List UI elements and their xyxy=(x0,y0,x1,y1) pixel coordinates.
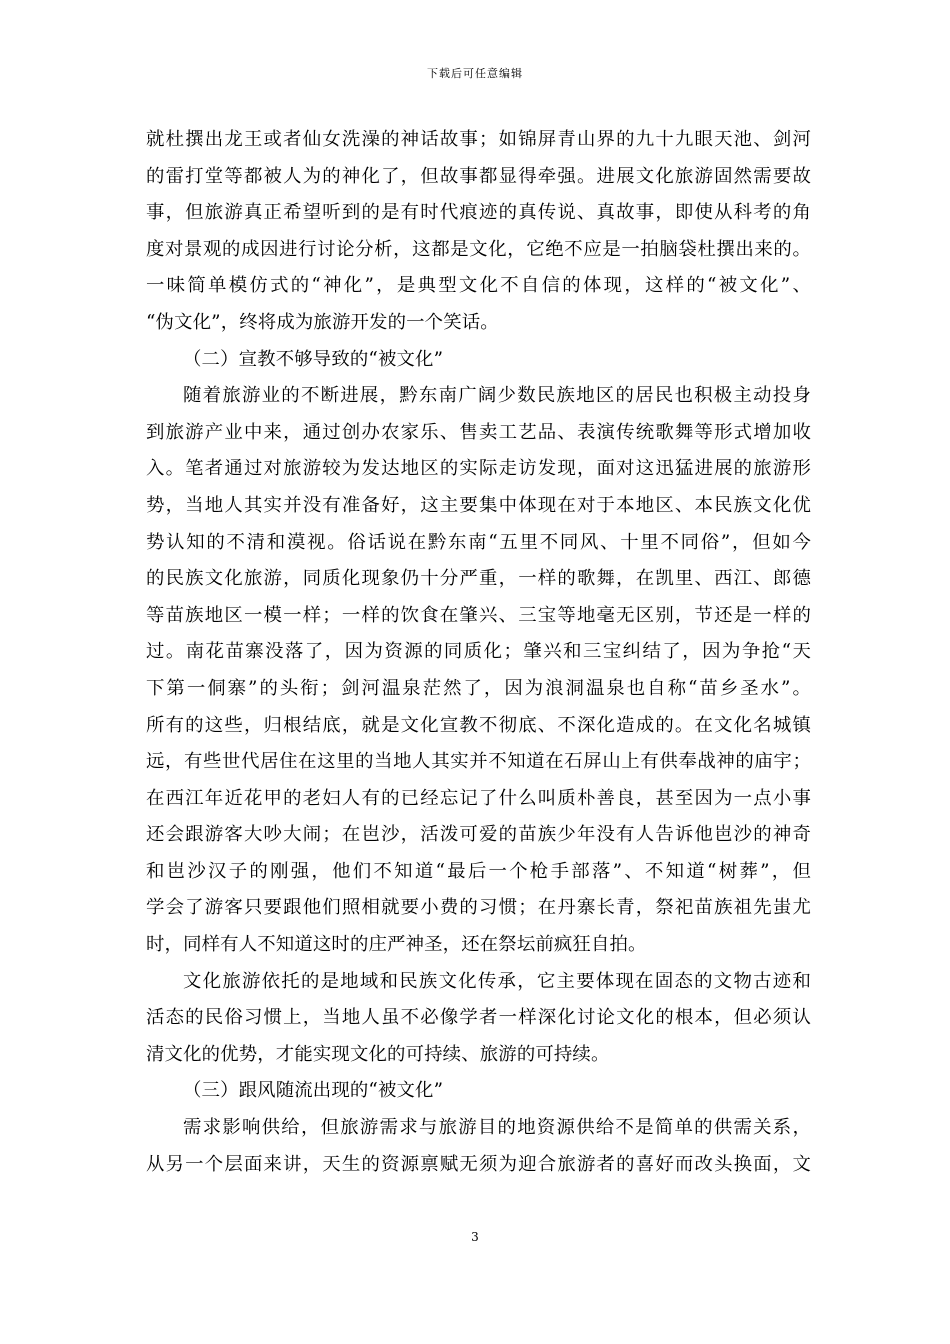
text-line: 到旅游产业中来，通过创办农家乐、售卖工艺品、表演传统歌舞等形式增加收 xyxy=(146,421,811,443)
text-line: 和岜沙汉子的刚强，他们不知道“最后一个枪手部落”、不知道“树葬”，但 xyxy=(146,860,811,882)
document-body xyxy=(146,122,811,1183)
text-line: 入。笔者通过对旅游较为发达地区的实际走访发现，面对这迅猛进展的旅游形 xyxy=(146,458,811,480)
text-line: 还会跟游客大吵大闹；在岜沙，活泼可爱的苗族少年没有人告诉他岜沙的神奇 xyxy=(146,824,811,846)
text-line: 就杜撰出龙王或者仙女洗澡的神话故事；如锦屏青山界的九十九眼天池、剑河 xyxy=(146,129,811,150)
page-header: 下载后可任意编辑 xyxy=(427,67,523,80)
text-line: 随着旅游业的不断进展，黔东南广阔少数民族地区的居民也积极主动投身 xyxy=(183,385,811,407)
text-line: 活态的民俗习惯上，当地人虽不必像学者一样深化讨论文化的根本，但必须认 xyxy=(146,1007,811,1029)
text-line: 时，同样有人不知道这时的庄严神圣，还在祭坛前疯狂自拍。 xyxy=(146,934,647,956)
text-line: 的民族文化旅游，同质化现象仍十分严重，一样的歌舞，在凯里、西江、郎德 xyxy=(146,568,811,590)
text-line: 等苗族地区一模一样；一样的饮食在肇兴、三宝等地毫无区别，节还是一样的 xyxy=(146,604,811,626)
text-line: 远，有些世代居住在这里的当地人其实并不知道在石屏山上有供奉战神的庙宇； xyxy=(146,751,811,773)
text-line: （二）宣教不够导致的“被文化” xyxy=(183,348,444,370)
text-line: 所有的这些，归根结底，就是文化宣教不彻底、不深化造成的。在文化名城镇 xyxy=(146,714,811,736)
paragraph xyxy=(146,1110,811,1183)
text-line: 在西江年近花甲的老妇人有的已经忘记了什么叫质朴善良，甚至因为一点小事 xyxy=(146,787,811,809)
section-heading xyxy=(146,342,811,379)
section-heading xyxy=(146,1073,811,1110)
text-line: 学会了游客只要跟他们照相就要小费的习惯；在丹寨长青，祭祀苗族祖先蚩尤 xyxy=(146,897,811,919)
paragraph xyxy=(146,378,811,964)
text-line: 过。南花苗寨没落了，因为资源的同质化；肇兴和三宝纠结了，因为争抢“天 xyxy=(146,641,811,663)
text-line: 势认知的不清和漠视。俗话说在黔东南“五里不同风、十里不同俗”，但如今 xyxy=(146,531,811,553)
text-line: 度对景观的成因进行讨论分析，这都是文化，它绝不应是一拍脑袋杜撰出来的。 xyxy=(146,238,811,260)
text-line: 下第一侗寨”的头衔；剑河温泉茫然了，因为浪洞温泉也自称“苗乡圣水”。 xyxy=(146,677,811,699)
text-line: 势，当地人其实并没有准备好，这主要集中体现在对于本地区、本民族文化优 xyxy=(146,494,811,516)
paragraph xyxy=(146,122,811,342)
text-line: 需求影响供给，但旅游需求与旅游目的地资源供给不是简单的供需关系， xyxy=(183,1117,811,1139)
text-line: 文化旅游依托的是地域和民族文化传承，它主要体现在固态的文物古迹和 xyxy=(183,970,811,992)
text-line: “伪文化”，终将成为旅游开发的一个笑话。 xyxy=(146,311,499,333)
text-line: 清文化的优势，才能实现文化的可持续、旅游的可持续。 xyxy=(146,1043,610,1065)
text-line: 从另一个层面来讲，天生的资源禀赋无须为迎合旅游者的喜好而改头换面，文 xyxy=(146,1153,811,1175)
page-number: 3 xyxy=(471,1230,479,1244)
text-line: （三）跟风随流出现的“被文化” xyxy=(183,1080,444,1102)
text-line: 事，但旅游真正希望听到的是有时代痕迹的真传说、真故事，即使从科考的角 xyxy=(146,202,811,224)
text-line: 一味简单模仿式的“神化”，是典型文化不自信的体现，这样的“被文化”、 xyxy=(146,275,811,297)
text-line: 的雷打堂等都被人为的神化了，但故事都显得牵强。进展文化旅游固然需要故 xyxy=(146,165,811,187)
paragraph xyxy=(146,964,811,1074)
